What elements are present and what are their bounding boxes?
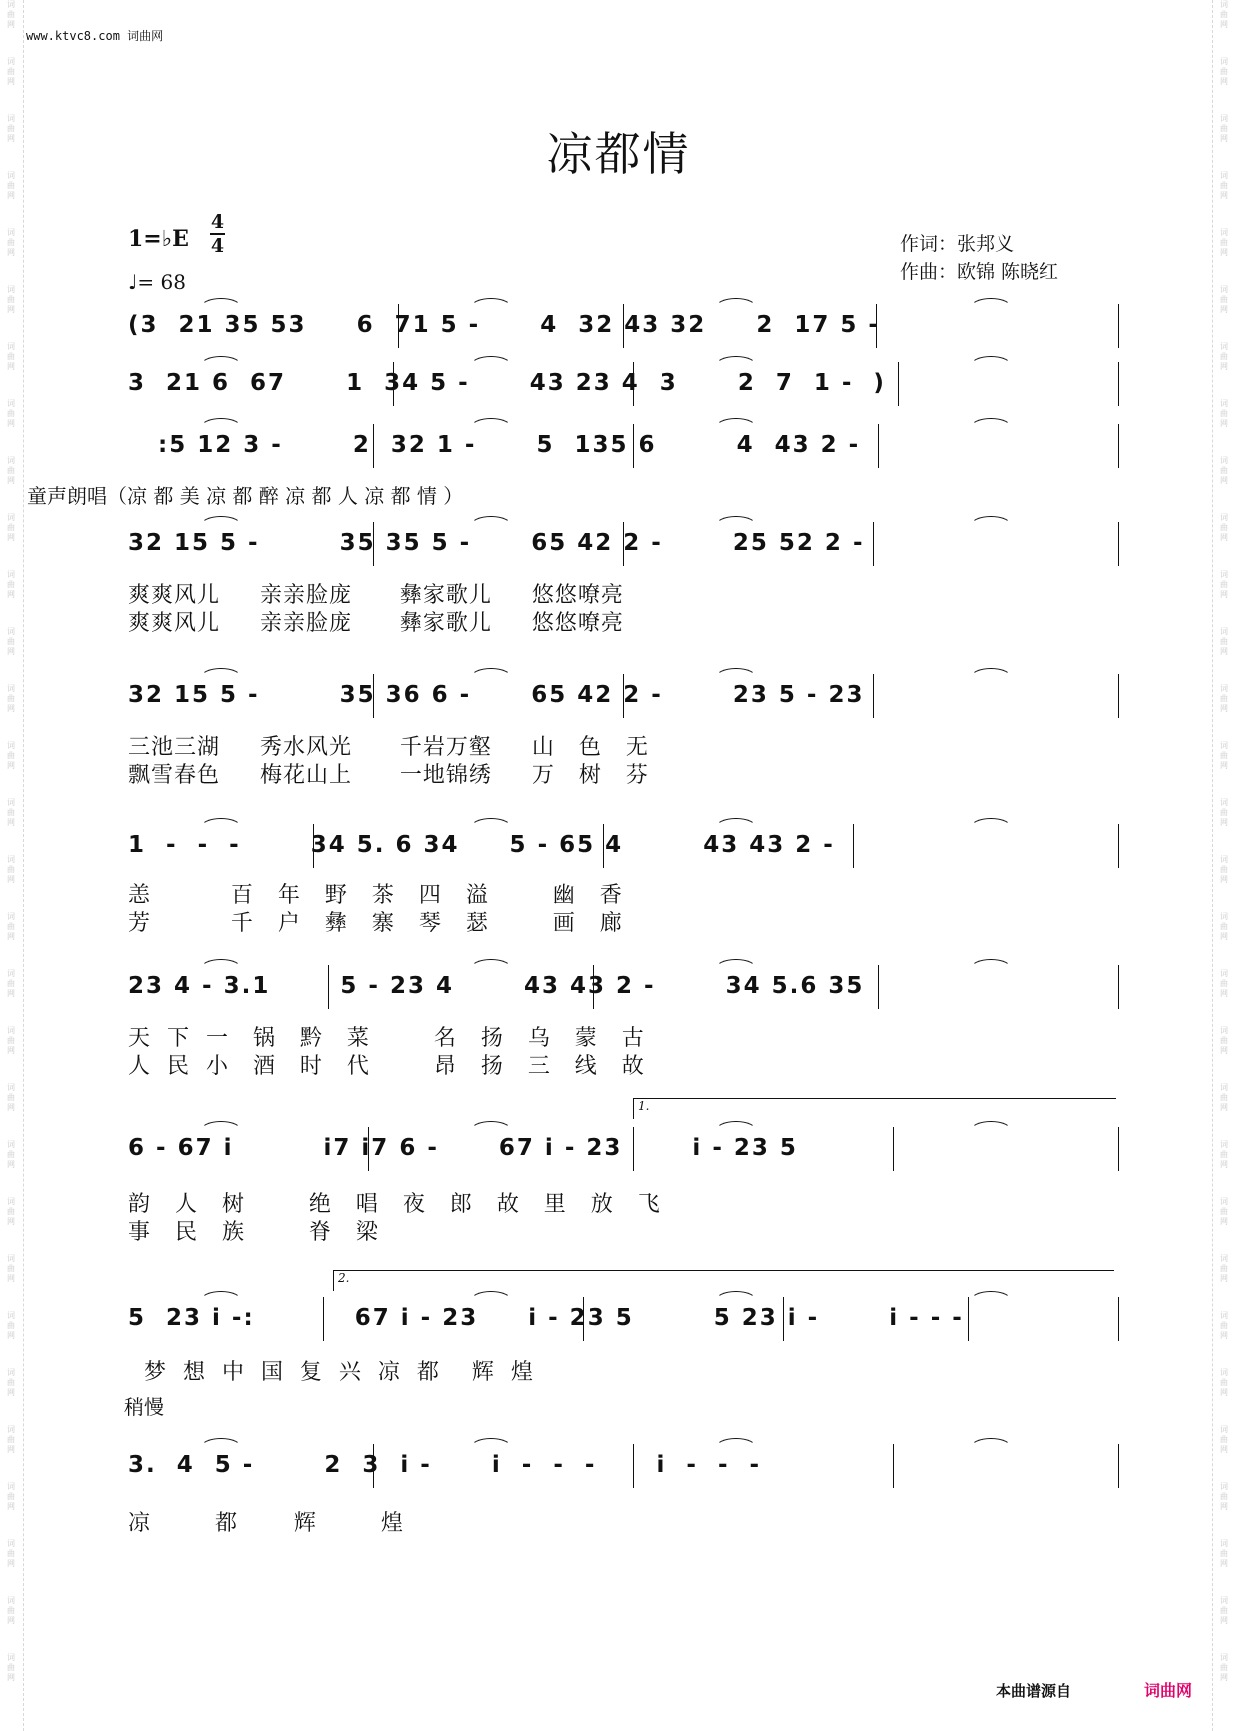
notation-row (128, 432, 1118, 472)
slur (470, 298, 512, 308)
bar-line (323, 1297, 324, 1341)
notation-row (128, 312, 1118, 352)
watermark-text: 词 曲 网 (1220, 456, 1228, 485)
watermark-text: 词 曲 网 (7, 399, 15, 428)
tempo-change: 稍慢 (124, 1395, 164, 1419)
lyric-line: 韵 人 树 绝 唱 夜 郎 故 里 放 飞 (128, 1192, 661, 1217)
left-watermark-column (0, 0, 22, 1731)
watermark-text: 词 曲 网 (1220, 1425, 1228, 1454)
bar-line (1118, 965, 1119, 1009)
lyric-line: 爽爽风儿 亲亲脸庞 彝家歌儿 悠悠嘹亮 (128, 583, 624, 608)
watermark-text: 词 曲 网 (1220, 399, 1228, 428)
watermark-text: 词 曲 网 (7, 1311, 15, 1340)
slur (715, 818, 757, 828)
watermark-text: 词 曲 网 (1220, 570, 1228, 599)
slur (970, 516, 1012, 526)
site-url: www.ktvc8.com 词曲网 (26, 29, 164, 43)
left-margin-rule (23, 0, 24, 1731)
second-ending-label: 2. (338, 1271, 350, 1285)
watermark-text: 词 曲 网 (1220, 912, 1228, 941)
slur (715, 298, 757, 308)
watermark-text: 词 曲 网 (7, 1254, 15, 1283)
right-watermark-column (1213, 0, 1235, 1731)
slur (470, 818, 512, 828)
lyric-line: 事 民 族 脊 梁 (128, 1220, 379, 1245)
watermark-text: 词 曲 网 (7, 798, 15, 827)
lyric-line: 天 下 一 锅 黔 菜 名 扬 乌 蒙 古 (128, 1026, 645, 1051)
slur (470, 418, 512, 428)
slur (200, 1438, 242, 1448)
slur (200, 356, 242, 366)
watermark-text: 词 曲 网 (7, 0, 15, 29)
slur (715, 516, 757, 526)
notation-row (128, 1452, 1118, 1492)
watermark-text: 词 曲 网 (1220, 228, 1228, 257)
slur (715, 356, 757, 366)
notation-text: 3. 4 5 - 2 3 i - i - - - i - - - (128, 1452, 812, 1478)
bar-line (1118, 362, 1119, 406)
time-signature-bottom: 4 (210, 235, 225, 257)
watermark-text: 词 曲 网 (1220, 0, 1228, 29)
watermark-text: 词 曲 网 (7, 741, 15, 770)
slur (970, 1121, 1012, 1131)
lyric-line: 飘雪春色 梅花山上 一地锦绣 万 树 芬 (128, 763, 649, 788)
watermark-text: 词 曲 网 (7, 1140, 15, 1169)
slur (715, 959, 757, 969)
watermark-text: 词 曲 网 (7, 1425, 15, 1454)
bar-line (633, 1127, 634, 1171)
watermark-text: 词 曲 网 (7, 57, 15, 86)
watermark-text: 词 曲 网 (7, 1197, 15, 1226)
bar-line (313, 824, 314, 868)
slur (970, 959, 1012, 969)
bar-line (1118, 824, 1119, 868)
footer-logo: 词曲网 (1144, 1681, 1193, 1700)
notation-text: 6 - 67 i i7 i7 6 - 67 i - 23 i - 23 5 (128, 1135, 868, 1161)
slur (470, 516, 512, 526)
slur (970, 298, 1012, 308)
watermark-text: 词 曲 网 (1220, 285, 1228, 314)
slur (970, 418, 1012, 428)
watermark-text: 词 曲 网 (1220, 342, 1228, 371)
watermark-text: 词 曲 网 (7, 285, 15, 314)
slur (970, 818, 1012, 828)
watermark-text: 词 曲 网 (1220, 1653, 1228, 1682)
slur (200, 1291, 242, 1301)
bar-line (853, 824, 854, 868)
bar-line (1118, 304, 1119, 348)
watermark-text: 词 曲 网 (1220, 1368, 1228, 1397)
notation-row (128, 530, 1118, 570)
notation-text: 23 4 - 3.1 5 - 23 4 43 43 2 - 34 5.6 35 (128, 973, 925, 999)
slur (970, 1291, 1012, 1301)
notation-text: 32 15 5 - 35 36 6 - 65 42 2 - 23 5 - 23 (128, 682, 925, 708)
bar-line (623, 522, 624, 566)
watermark-text: 词 曲 网 (7, 969, 15, 998)
bar-line (1118, 1297, 1119, 1341)
notation-row (128, 370, 1118, 410)
time-signature (210, 212, 225, 256)
notation-text: :5 12 3 - 2 32 1 - 5 135 6 4 43 2 - (128, 432, 921, 458)
bar-line (876, 304, 877, 348)
watermark-text: 词 曲 网 (1220, 171, 1228, 200)
watermark-text: 词 曲 网 (7, 1083, 15, 1112)
bar-line (603, 824, 604, 868)
right-margin-rule (1212, 0, 1213, 1731)
watermark-text: 词 曲 网 (7, 171, 15, 200)
slur (715, 668, 757, 678)
bar-line (328, 965, 329, 1009)
slur (715, 418, 757, 428)
slur (200, 959, 242, 969)
bar-line (873, 674, 874, 718)
slur (715, 1291, 757, 1301)
slur (200, 418, 242, 428)
watermark-text: 词 曲 网 (7, 1539, 15, 1568)
bar-line (368, 1127, 369, 1171)
slur (200, 818, 242, 828)
bar-line (968, 1297, 969, 1341)
watermark-text: 词 曲 网 (1220, 684, 1228, 713)
watermark-text: 词 曲 网 (7, 342, 15, 371)
reader-line: 童声朗唱（凉 都 美 凉 都 醉 凉 都 人 凉 都 情 ） (27, 484, 464, 508)
bar-line (1118, 424, 1119, 468)
first-ending-bracket (633, 1098, 1116, 1119)
page-title: 凉都情 (546, 127, 691, 181)
bar-line (898, 362, 899, 406)
tempo-mark: ♩= 68 (128, 270, 186, 294)
watermark-text: 词 曲 网 (7, 1026, 15, 1055)
watermark-text: 词 曲 网 (1220, 1482, 1228, 1511)
slur (970, 668, 1012, 678)
notation-text: 3 21 6 67 1 34 5 - 43 23 4 3 2 7 1 - ) (128, 370, 916, 396)
bar-line (393, 362, 394, 406)
watermark-text: 词 曲 网 (1220, 513, 1228, 542)
bar-line (373, 1444, 374, 1488)
bar-line (593, 965, 594, 1009)
watermark-text: 词 曲 网 (7, 456, 15, 485)
slur (200, 298, 242, 308)
notation-row (128, 1135, 1118, 1175)
watermark-text: 词 曲 网 (1220, 1140, 1228, 1169)
footer-source: 本曲谱源自 (996, 1682, 1072, 1700)
lyric-line: 梦 想 中 国 复 兴 凉 都 辉 煌 (128, 1360, 534, 1385)
notation-text: (3 21 35 53 6 71 5 - 4 32 43 32 2 17 5 - (128, 312, 940, 338)
lyric-line: 爽爽风儿 亲亲脸庞 彝家歌儿 悠悠嘹亮 (128, 611, 624, 636)
notation-text: 5 23 i -: 67 i - 23 i - 23 5 5 23 i - i - - - (128, 1305, 1024, 1331)
watermark-text: 词 曲 网 (1220, 1596, 1228, 1625)
bar-line (1118, 1127, 1119, 1171)
slur (470, 1291, 512, 1301)
slur (200, 668, 242, 678)
slur (470, 668, 512, 678)
lyric-line: 恙 百 年 野 茶 四 溢 幽 香 (128, 883, 623, 908)
watermark-text: 词 曲 网 (7, 627, 15, 656)
watermark-text: 词 曲 网 (1220, 114, 1228, 143)
notation-text: 1 - - - 34 5. 6 34 5 - 65 4 43 43 2 - (128, 832, 895, 858)
bar-line (583, 1297, 584, 1341)
slur (200, 1121, 242, 1131)
watermark-text: 词 曲 网 (1220, 1254, 1228, 1283)
second-ending-bracket (333, 1270, 1114, 1291)
bar-line (1118, 1444, 1119, 1488)
watermark-text: 词 曲 网 (1220, 1026, 1228, 1055)
watermark-text: 词 曲 网 (7, 684, 15, 713)
watermark-text: 词 曲 网 (7, 1368, 15, 1397)
lyric-line: 芳 千 户 彝 寨 琴 瑟 画 廊 (128, 911, 623, 936)
watermark-text: 词 曲 网 (7, 114, 15, 143)
slur (970, 356, 1012, 366)
bar-line (623, 674, 624, 718)
bar-line (893, 1127, 894, 1171)
composer: 作曲：欧锦 陈晓红 (900, 261, 1059, 283)
watermark-text: 词 曲 网 (1220, 57, 1228, 86)
lyricist: 作词：张邦义 (900, 233, 1015, 255)
bar-line (373, 674, 374, 718)
slur (470, 1121, 512, 1131)
lyric-line: 三池三湖 秀水风光 千岩万壑 山 色 无 (128, 735, 649, 760)
lyric-line: 人 民 小 酒 时 代 昂 扬 三 线 故 (128, 1054, 645, 1079)
notation-row (128, 832, 1118, 872)
bar-line (398, 304, 399, 348)
watermark-text: 词 曲 网 (1220, 1539, 1228, 1568)
watermark-text: 词 曲 网 (1220, 1311, 1228, 1340)
bar-line (373, 424, 374, 468)
bar-line (1118, 674, 1119, 718)
bar-line (373, 522, 374, 566)
notation-text: 32 15 5 - 35 35 5 - 65 42 2 - 25 52 2 - (128, 530, 925, 556)
watermark-text: 词 曲 网 (7, 1653, 15, 1682)
watermark-text: 词 曲 网 (1220, 627, 1228, 656)
bar-line (633, 362, 634, 406)
notation-row (128, 1305, 1118, 1345)
bar-line (623, 304, 624, 348)
bar-line (878, 424, 879, 468)
slur (470, 959, 512, 969)
watermark-text: 词 曲 网 (1220, 798, 1228, 827)
slur (470, 1438, 512, 1448)
time-signature-top: 4 (210, 211, 225, 233)
bar-line (633, 424, 634, 468)
watermark-text: 词 曲 网 (7, 912, 15, 941)
first-ending-label: 1. (638, 1099, 650, 1113)
watermark-text: 词 曲 网 (7, 513, 15, 542)
watermark-text: 词 曲 网 (1220, 741, 1228, 770)
watermark-text: 词 曲 网 (7, 570, 15, 599)
bar-line (1118, 522, 1119, 566)
lyric-line: 凉 都 辉 煌 (128, 1511, 404, 1536)
watermark-text: 词 曲 网 (7, 228, 15, 257)
notation-row (128, 973, 1118, 1013)
bar-line (783, 1297, 784, 1341)
slur (715, 1438, 757, 1448)
key-signature: 1=♭E (128, 226, 189, 252)
slur (970, 1438, 1012, 1448)
slur (715, 1121, 757, 1131)
watermark-text: 词 曲 网 (1220, 1197, 1228, 1226)
slur (200, 516, 242, 526)
watermark-text: 词 曲 网 (1220, 969, 1228, 998)
bar-line (893, 1444, 894, 1488)
notation-row (128, 682, 1118, 722)
watermark-text: 词 曲 网 (7, 1596, 15, 1625)
watermark-text: 词 曲 网 (7, 1482, 15, 1511)
credits (900, 230, 1058, 286)
bar-line (633, 1444, 634, 1488)
bar-line (873, 522, 874, 566)
watermark-text: 词 曲 网 (7, 855, 15, 884)
bar-line (878, 965, 879, 1009)
watermark-text: 词 曲 网 (1220, 855, 1228, 884)
slur (470, 356, 512, 366)
watermark-text: 词 曲 网 (1220, 1083, 1228, 1112)
